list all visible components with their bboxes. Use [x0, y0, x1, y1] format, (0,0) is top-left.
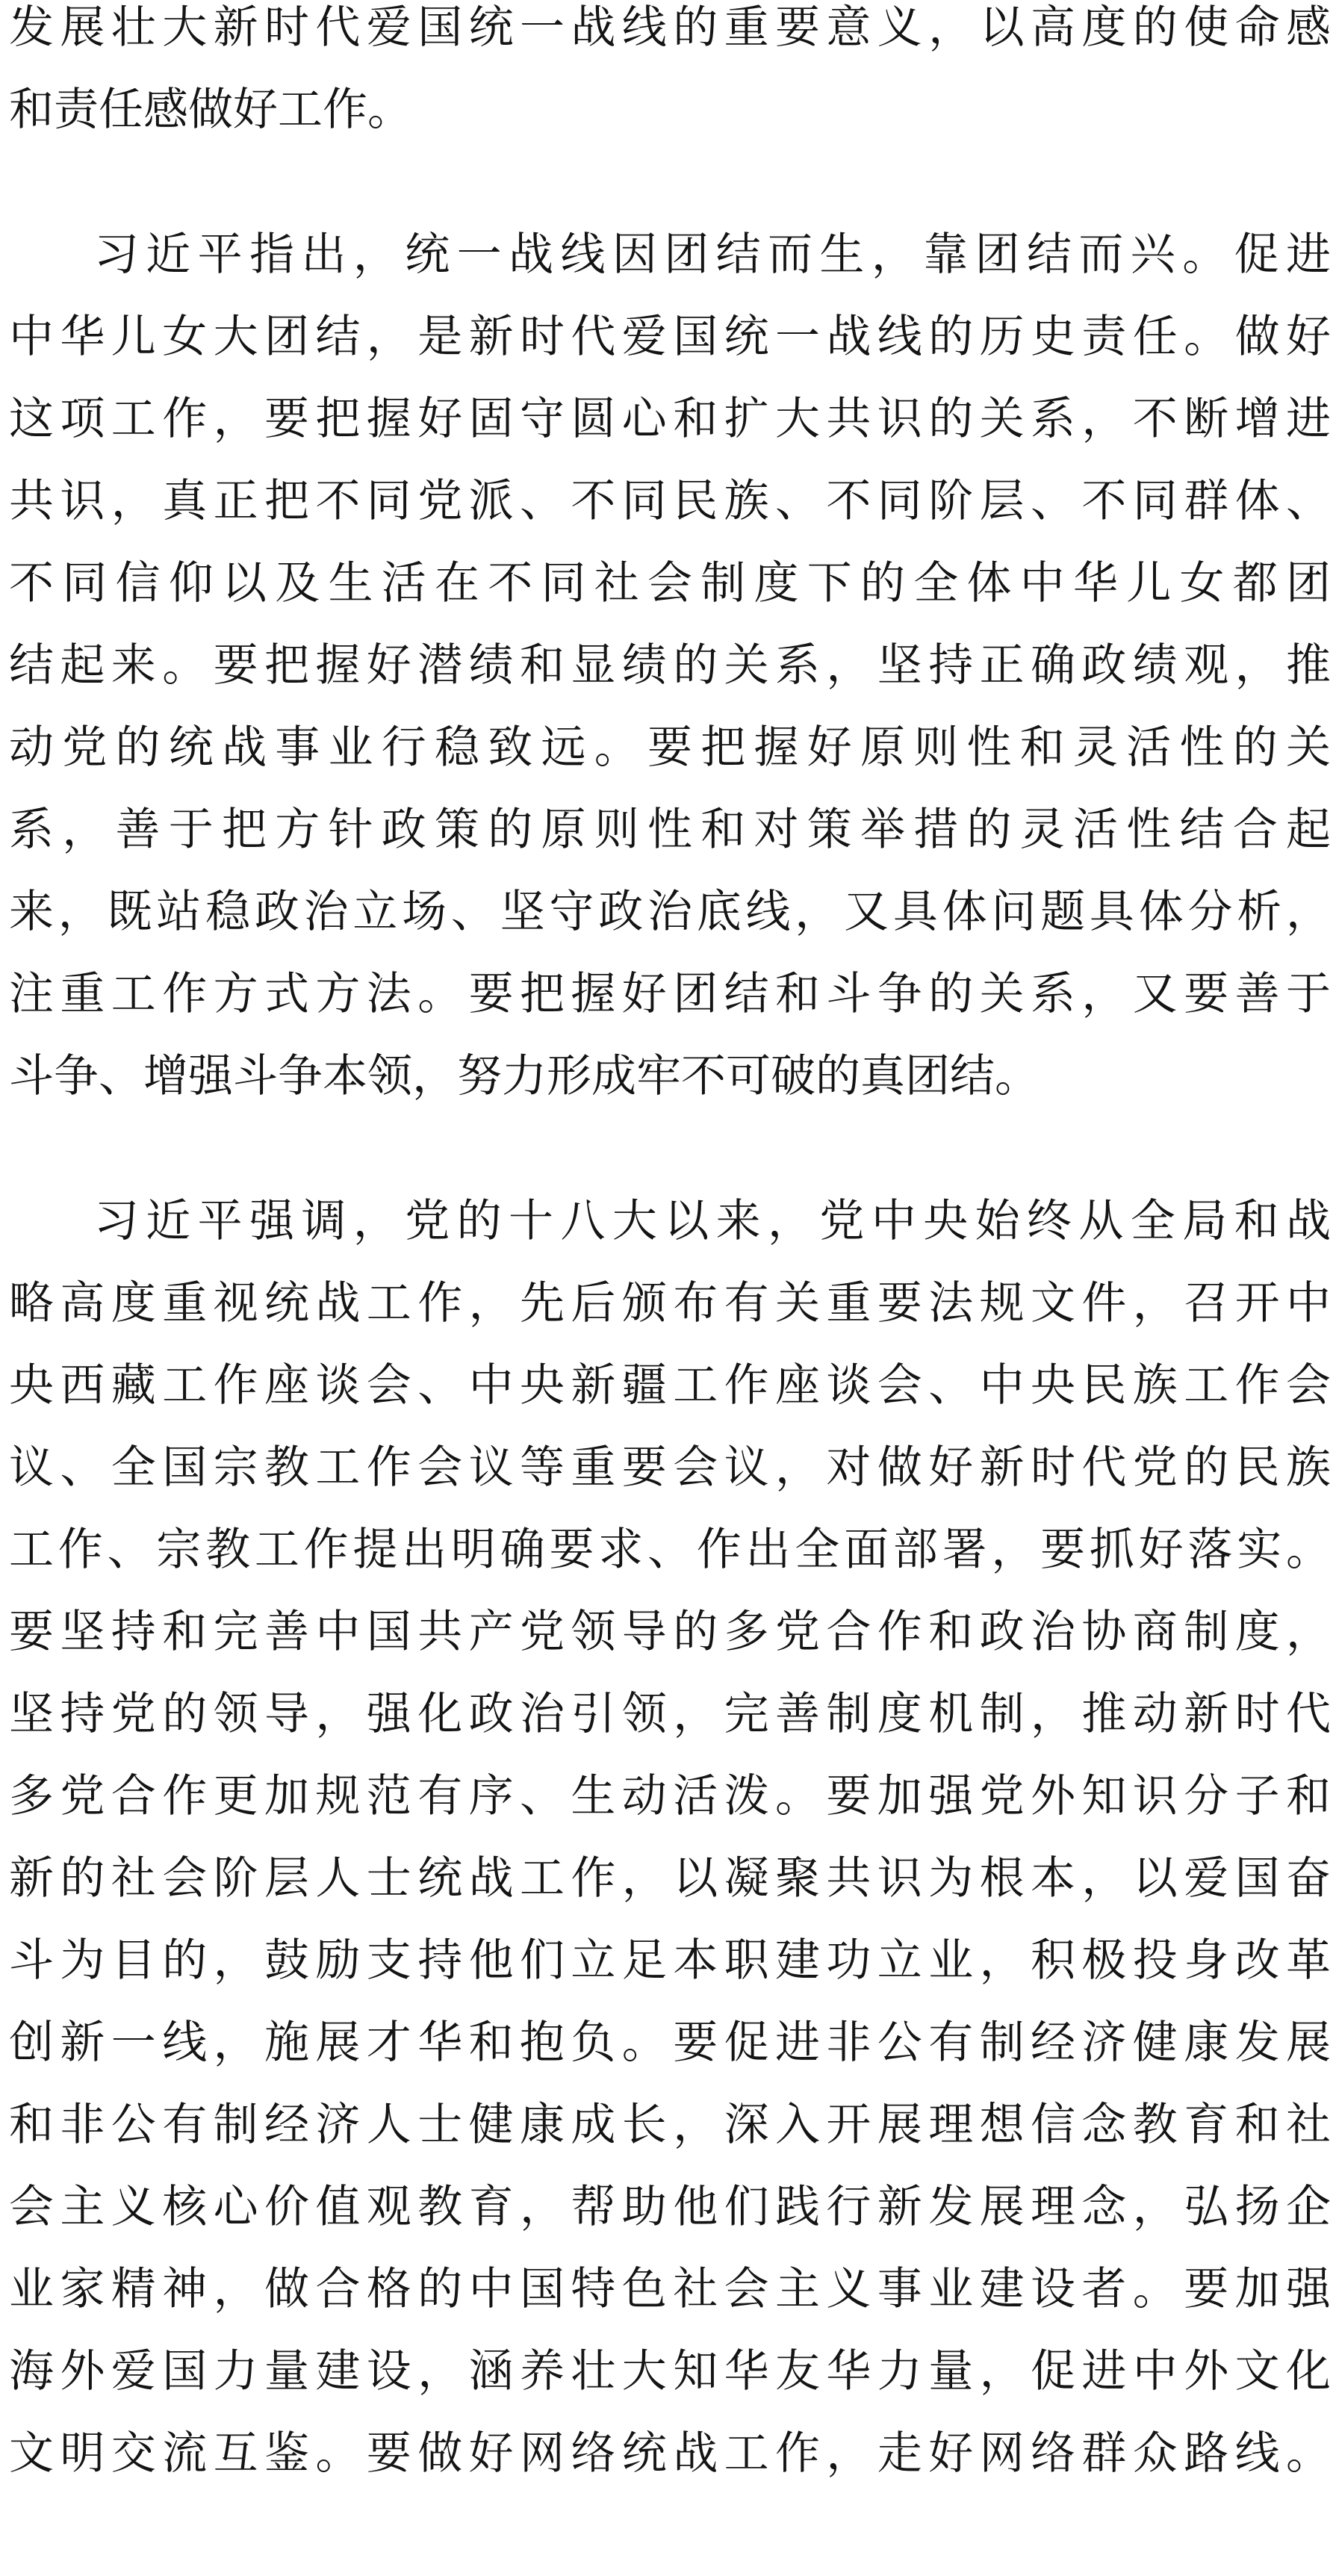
paragraph-2-line-4: 共识，真正把不同党派、不同民族、不同阶层、不同群体、 [9, 475, 1331, 527]
paragraph-2-line-3: 这项工作，要把握好固守圆心和扩大共识的关系，不断增进 [9, 393, 1331, 445]
paragraph-2-line-7: 动党的统战事业行稳致远。要把握好原则性和灵活性的关 [9, 721, 1331, 774]
paragraph-3-line-11: 创新一线，施展才华和抱负。要促进非公有制经济健康发展 [9, 2017, 1331, 2069]
paragraph-2-line-11: 斗争、增强斗争本领，努力形成牢不可破的真团结。 [9, 1050, 1040, 1102]
paragraph-2-line-5: 不同信仰以及生活在不同社会制度下的全体中华儿女都团 [9, 557, 1331, 609]
paragraph-3-line-14: 业家精神，做合格的中国特色社会主义事业建设者。要加强 [9, 2263, 1331, 2315]
paragraph-2-line-10: 注重工作方式方法。要把握好团结和斗争的关系，又要善于 [9, 968, 1331, 1020]
paragraph-2-line-2: 中华儿女大团结，是新时代爱国统一战线的历史责任。做好 [9, 311, 1331, 363]
paragraph-3-line-1: 习近平强调，党的十八大以来，党中央始终从全局和战 [9, 1195, 1331, 1247]
paragraph-3-line-5: 工作、宗教工作提出明确要求、作出全面部署，要抓好落实。 [9, 1524, 1331, 1576]
paragraph-3-line-6: 要坚持和完善中国共产党领导的多党合作和政治协商制度， [9, 1606, 1331, 1658]
paragraph-3-line-16: 文明交流互鉴。要做好网络统战工作，走好网络群众路线。 [9, 2427, 1331, 2480]
paragraph-2-line-6: 结起来。要把握好潜绩和显绩的关系，坚持正确政绩观，推 [9, 639, 1331, 692]
paragraph-3-line-10: 斗为目的，鼓励支持他们立足本职建功立业，积极投身改革 [9, 1934, 1331, 1987]
paragraph-3-line-2: 略高度重视统战工作，先后颁布有关重要法规文件，召开中 [9, 1277, 1331, 1329]
paragraph-1-line-1: 发展壮大新时代爱国统一战线的重要意义，以高度的使命感 [9, 1, 1331, 54]
paragraph-2-line-8: 系，善于把方针政策的原则性和对策举措的灵活性结合起 [9, 804, 1331, 856]
paragraph-2-line-9: 来，既站稳政治立场、坚守政治底线，又具体问题具体分析， [9, 886, 1331, 938]
paragraph-3-line-15: 海外爱国力量建设，涵养壮大知华友华力量，促进中外文化 [9, 2345, 1331, 2397]
paragraph-3-line-9: 新的社会阶层人士统战工作，以凝聚共识为根本，以爱国奋 [9, 1852, 1331, 1905]
paragraph-3-line-4: 议、全国宗教工作会议等重要会议，对做好新时代党的民族 [9, 1441, 1331, 1494]
paragraph-3-line-13: 会主义核心价值观教育，帮助他们践行新发展理念，弘扬企 [9, 2181, 1331, 2233]
paragraph-3-line-8: 多党合作更加规范有序、生动活泼。要加强党外知识分子和 [9, 1770, 1331, 1822]
paragraph-3-line-7: 坚持党的领导，强化政治引领，完善制度机制，推动新时代 [9, 1688, 1331, 1740]
paragraph-1-line-2: 和责任感做好工作。 [9, 84, 412, 136]
paragraph-3-line-3: 央西藏工作座谈会、中央新疆工作座谈会、中央民族工作会 [9, 1359, 1331, 1412]
paragraph-2-line-1: 习近平指出，统一战线因团结而生，靠团结而兴。促进 [9, 229, 1331, 281]
paragraph-3-line-12: 和非公有制经济人士健康成长，深入开展理想信念教育和社 [9, 2099, 1331, 2151]
